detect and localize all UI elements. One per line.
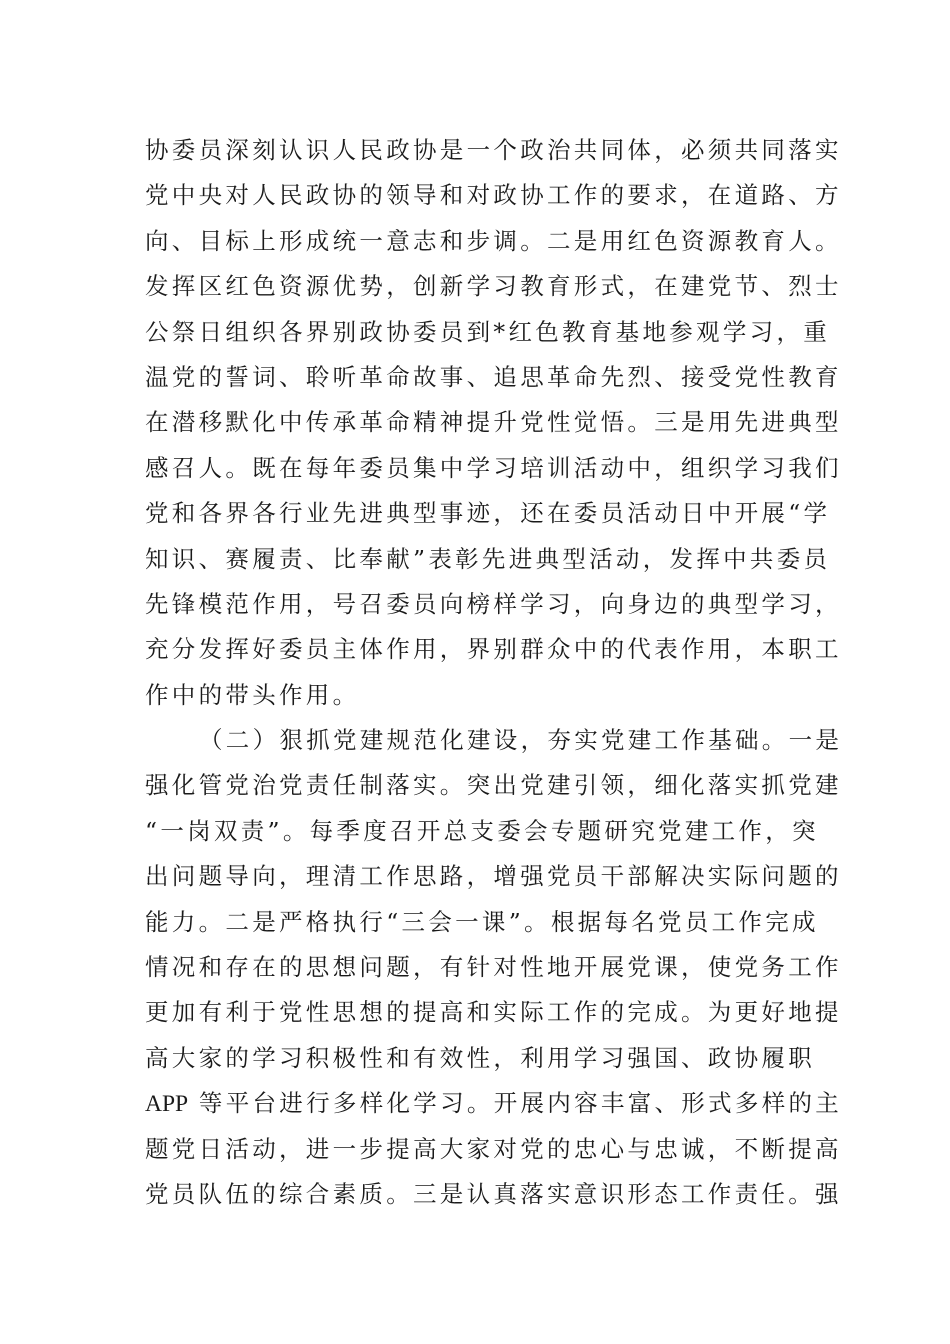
app-abbreviation: APP xyxy=(145,1091,189,1118)
text-line: 温党的誓词、聆听革命故事、追思革命先烈、接受党性教育 xyxy=(145,362,842,391)
text-line: 公祭日组织各界别政协委员到*红色教育基地参观学习，重 xyxy=(145,317,831,346)
text-line: 能力。二是严格执行“三会一课”。根据每名党员工作完成 xyxy=(145,907,819,936)
text-line: 题党日活动，进一步提高大家对党的忠心与忠诚，不断提高 xyxy=(145,1134,842,1163)
text-line: 情况和存在的思想问题，有针对性地开展党课，使党务工作 xyxy=(145,953,842,982)
text-line: 党员队伍的综合素质。三是认真落实意识形态工作责任。强 xyxy=(145,1179,842,1208)
paragraph-1 xyxy=(145,128,842,718)
text-line: 发挥区红色资源优势，创新学习教育形式，在建党节、烈士 xyxy=(145,272,842,301)
text-line: 先锋模范作用，号召委员向榜样学习，向身边的典型学习， xyxy=(145,589,842,618)
text-line: 更加有利于党性思想的提高和实际工作的完成。为更好地提 xyxy=(145,998,842,1027)
text-line: 知识、赛履责、比奉献”表彰先进典型活动，发挥中共委员 xyxy=(145,544,831,573)
text-line: 党中央对人民政协的领导和对政协工作的要求，在道路、方 xyxy=(145,181,842,210)
text-line: 在潜移默化中传承革命精神提升党性觉悟。三是用先进典型 xyxy=(145,408,842,437)
text-line: 向、目标上形成统一意志和步调。二是用红色资源教育人。 xyxy=(145,226,842,255)
paragraph-heading-line: （二）狠抓党建规范化建设，夯实党建工作基础。一是 xyxy=(199,726,843,755)
text-line: 强化管党治党责任制落实。突出党建引领，细化落实抓党建 xyxy=(145,771,842,800)
text-line: 党和各界各行业先进典型事迹，还在委员活动日中开展“学 xyxy=(145,499,831,528)
text-line: 充分发挥好委员主体作用，界别群众中的代表作用，本职工 xyxy=(145,635,842,664)
text-line: “一岗双责”。每季度召开总支委会专题研究党建工作，突 xyxy=(145,816,819,845)
text-line xyxy=(145,1081,843,1126)
text-line: 出问题导向，理清工作思路，增强党员干部解决实际问题的 xyxy=(145,862,842,891)
text-line: 协委员深刻认识人民政协是一个政治共同体，必须共同落实 xyxy=(145,136,842,164)
document-body xyxy=(145,128,843,1217)
text-line: 感召人。既在每年委员集中学习培训活动中，组织学习我们 xyxy=(145,453,842,482)
text-line: 作中的带头作用。 xyxy=(145,680,360,709)
text-line: 高大家的学习积极性和有效性，利用学习强国、政协履职 xyxy=(145,1043,815,1072)
text-line-rest: 等平台进行多样化学习。开展内容丰富、形式多样的主 xyxy=(188,1089,843,1118)
paragraph-2 xyxy=(145,718,843,1217)
